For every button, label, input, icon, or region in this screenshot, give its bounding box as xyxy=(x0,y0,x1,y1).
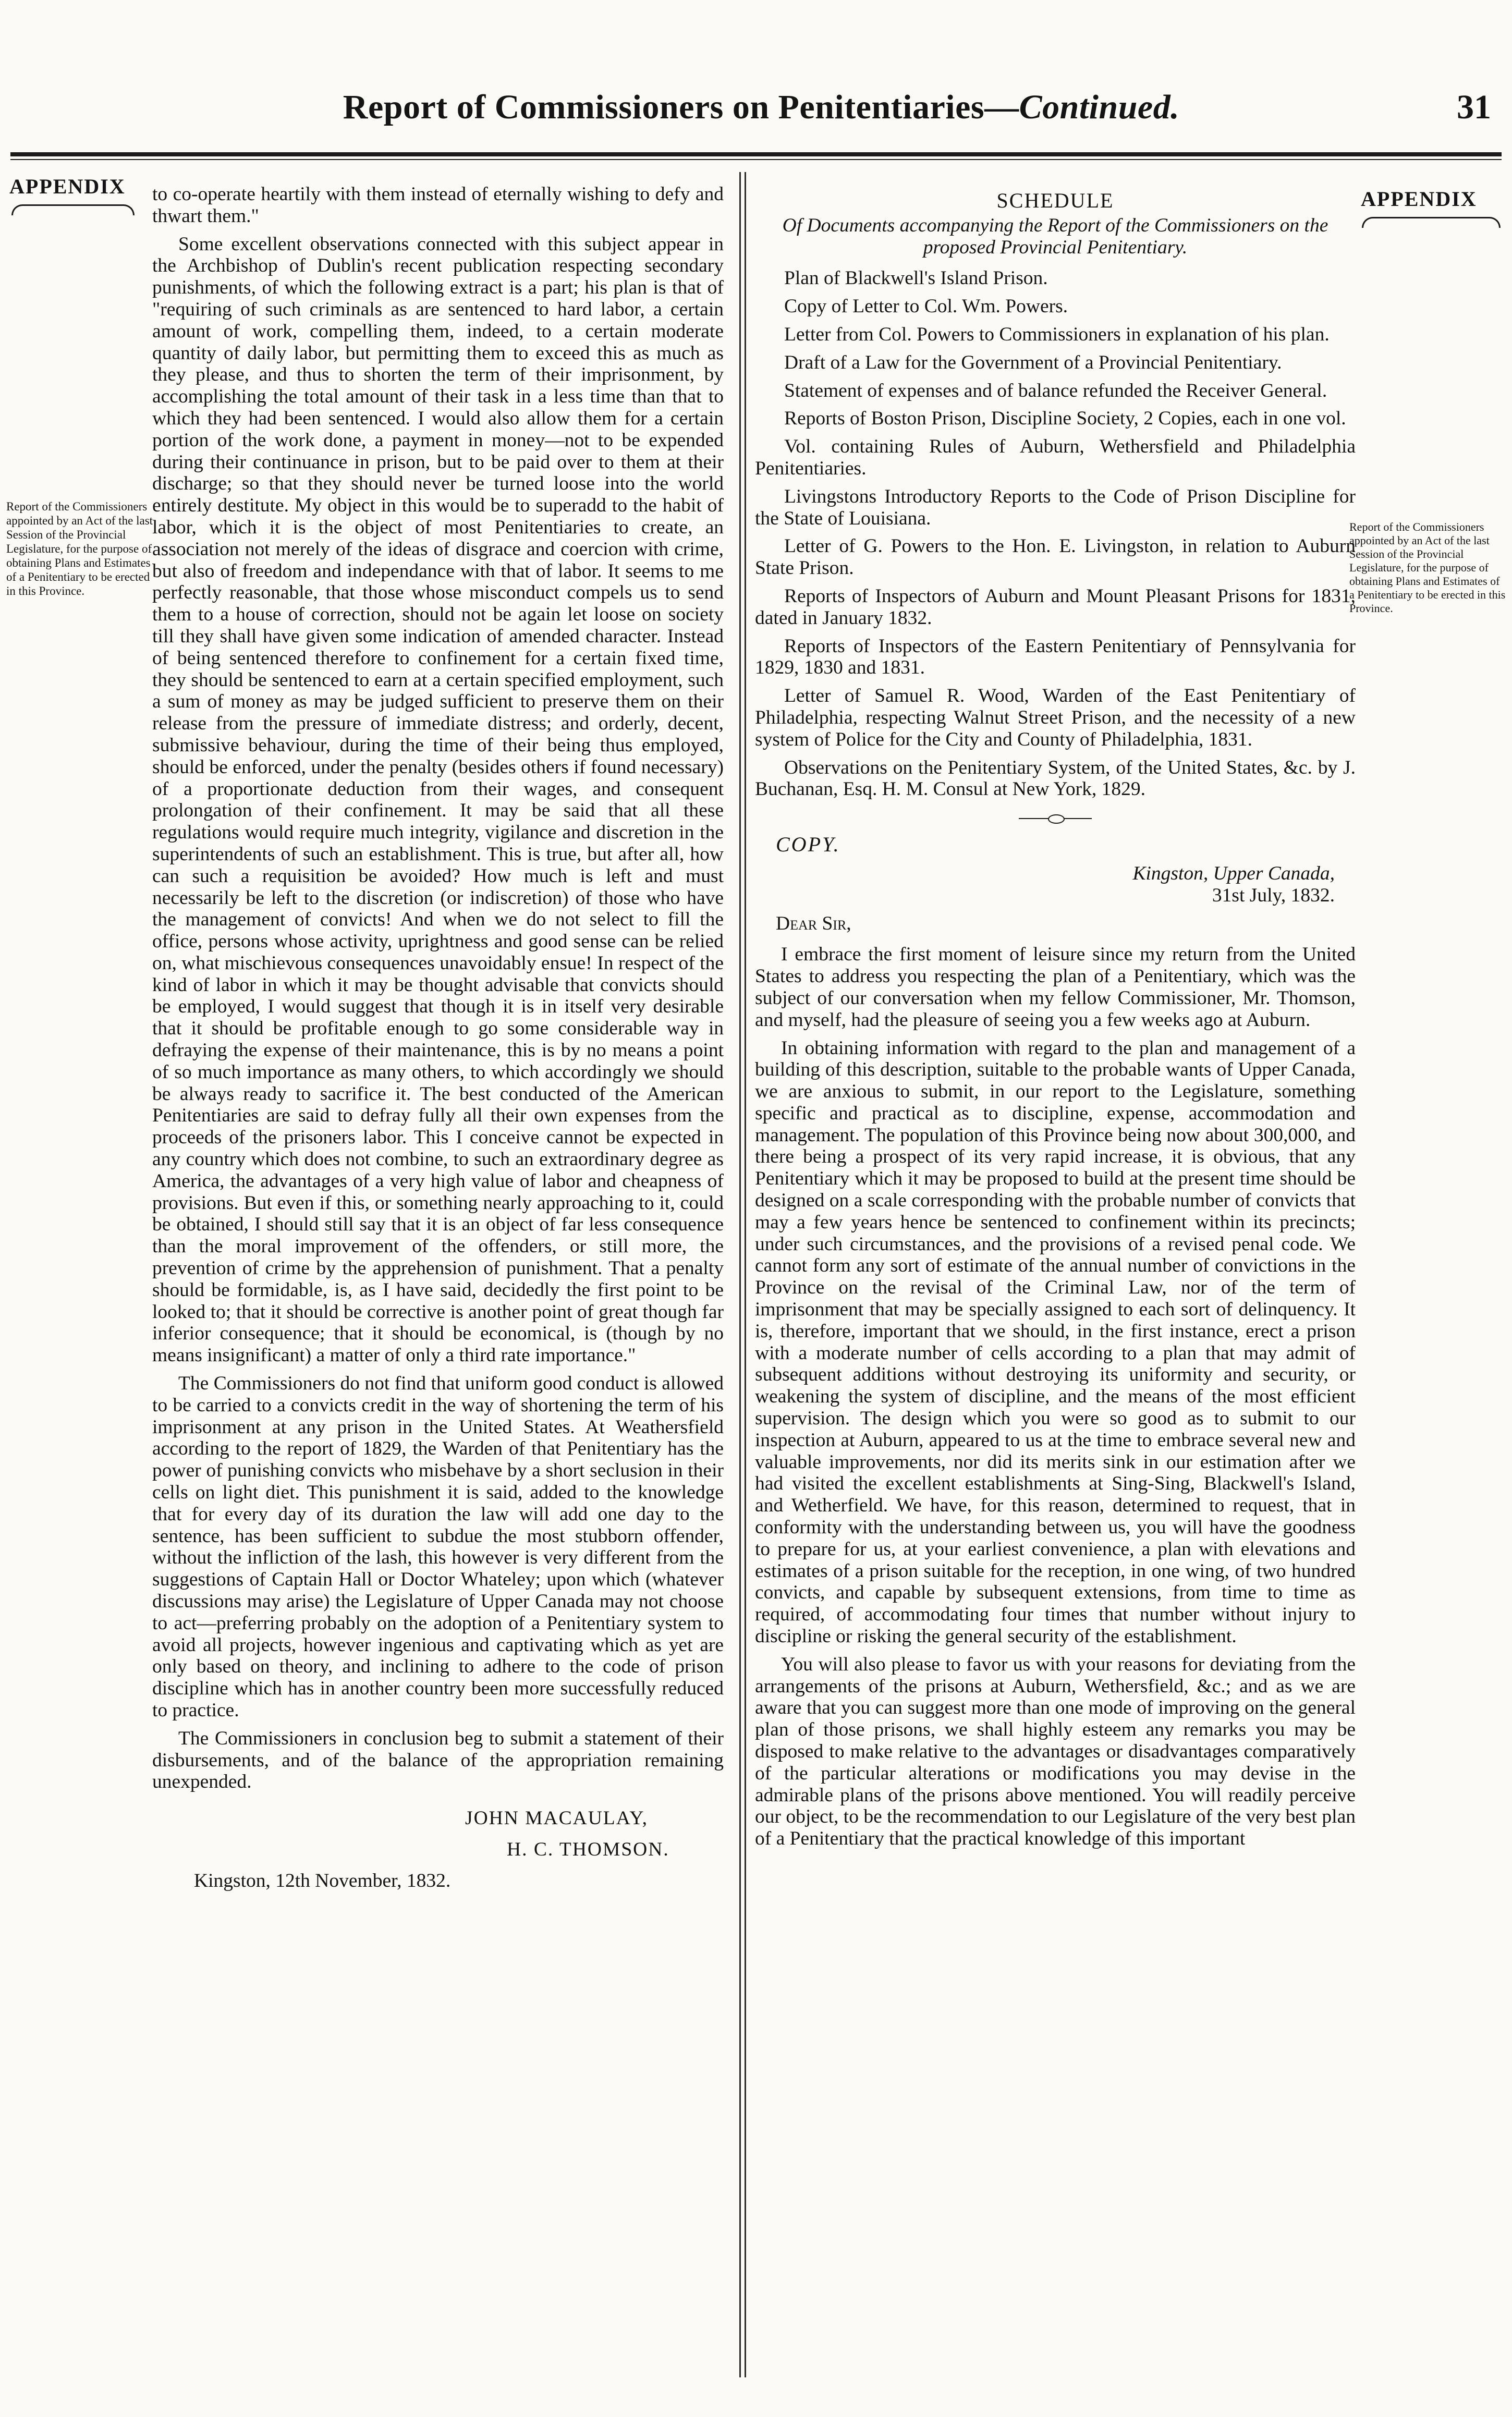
schedule-subtitle: Of Documents accompanying the Report of the Commissioners on the proposed Provincial Penitentiary. xyxy=(782,214,1328,258)
signature-macaulay: JOHN MACAULAY, xyxy=(465,1808,648,1829)
schedule-item: Reports of Boston Prison, Discipline Society, 2 Copies, each in one vol. xyxy=(784,408,1346,430)
column-divider-line xyxy=(745,172,746,2377)
left-paragraph: The Commissioners in conclusion beg to submit a statement of their disbursements, and of the balance of the appropriation remaining unexpended. xyxy=(152,1727,724,1793)
schedule-item: Vol. containing Rules of Auburn, Wethersfield and Philadelphia Penitentiaries. xyxy=(755,436,1356,479)
place-date: Kingston, 12th November, 1832. xyxy=(194,1870,451,1891)
schedule-item: Letter of Samuel R. Wood, Warden of the East Penitentiary of Philadelphia, respecting Walnut Street Prison, and the necessity of a new system of Police for the City and County of Philadelphia, 1831. xyxy=(755,685,1356,750)
appendix-brace-left xyxy=(11,204,135,215)
header-rule-thick xyxy=(10,152,1502,156)
schedule-list xyxy=(755,267,1356,800)
dateline-place: Kingston, Upper Canada, xyxy=(1132,862,1335,884)
letter-dateline-place xyxy=(755,863,1335,885)
header-rule-thin xyxy=(10,159,1502,160)
letter-dateline-date: 31st July, 1832. xyxy=(1212,884,1335,906)
letter-paragraph: I embrace the first moment of leisure since my return from the United States to address you respecting the plan of a Penitentiary, which was the subject of our conversation when my fellow Commissioner, Mr. Thomson, and myself, had the pleasure of seeing you a few weeks ago at Auburn. xyxy=(755,944,1356,1031)
left-paragraph: The Commissioners do not find that uniform good conduct is allowed to be carried to a convicts credit in the way of shortening the term of his imprisonment at any prison in the United States. At Weathersfield according to the report of 1829, the Warden of that Penitentiary has the power of punishing convicts who misbehave by a short seclusion in their cells on light diet. This punishment it is said, added to the knowledge that for every day of its duration the law will add one day to the sentence, has been sufficient to subdue the most stubborn offender, without the infliction of the lash, this however is very different from the suggestions of Captain Hall or Doctor Whateley; upon which (whatever discussions may arise) the Legislature of Upper Canada may not choose to act—preferring probably on the adoption of a Penitentiary system to avoid all projects, however ingenious and captivating which as yet are only based on theory, and inclining to adhere to the code of prison discipline which has in another country been more successfully reduced to practice. xyxy=(152,1373,724,1721)
left-column xyxy=(152,184,724,1898)
left-paragraph: to co-operate heartily with them instead of eternally wishing to defy and thwart them." xyxy=(152,184,724,227)
column-divider-line xyxy=(739,172,741,2377)
header-title-continued: Continued. xyxy=(1019,88,1180,126)
letter-paragraph: You will also please to favor us with your reasons for deviating from the arrangements of the prisons at Auburn, Wethersfield, &c.; and as we are aware that you can suggest more than one mode of improving on the general plan of those prisons, we shall highly esteem any remarks you may be disposed to make relative to the advantages or disadvantages comparatively of the particular alterations or modifications you may devise in the admirable plans of the prisons above mentioned. You will readily perceive our object, to be the recommendation to our Legislature of the very best plan of a Penitentiary that the practical knowledge of this important xyxy=(755,1653,1356,1850)
left-paragraph: Some excellent observations connected with this subject appear in the Archbishop of Dublin's recent publication respecting secondary punishments, of which the following extract is a part; his plan is that of "requiring of such criminals as are sentenced to hard labor, a certain amount of work, compelling them, indeed, to a certain moderate quantity of daily labor, but permitting them to exceed this as much as they please, and thus to shorten the term of their imprisonment, by accomplishing the total amount of their task in a less time than that to which they had been sentenced. I would also allow them for a certain portion of the work done, a payment in money—not to be expended during their continuance in prison, but to be paid over to them at their discharge; so that they should never be turned loose into the world entirely destitute. My object in this would be to superadd to the habit of labor, which it is the object of most Penitentiaries to create, an association not merely of the ideas of disgrace and coercion with crime, but also of freedom and independance with that of labor. It seems to me perfectly reasonable, that those whose misconduct compels us to send them to a house of correction, should not be again let loose on society till they shall have given some indication of amended character. Instead of being sentenced therefore to confinement for a certain fixed time, they should be sentenced to earn at a certain specified employment, such a sum of money as may be judged sufficient to preserve them on their release from the pressure of immediate distress; and orderly, decent, submissive behaviour, during the time of their being thus employed, should be enforced, under the penalty (besides others if found necessary) of a proportionate deduction from their wages, and consequent prolongation of their confinement. It may be said that all these regulations would require much integrity, vigilance and discretion in the superintendents of such an establishment. This is true, but after all, how can such a requisition be avoided? How much is left and must necessarily be left to the discretion (or indiscretion) of those who have the management of convicts! And when we do not select to fill the office, persons whose activity, uprightness and good sense can be relied on, what mischievous consequences unavoidably ensue! In respect of the kind of labor in which it may be thought advisable that convicts should be employed, I would suggest that though it is in itself very desirable that it should be profitable enough to go some considerable way in defraying the expense of their maintenance, this is by no means a point of so much importance as many others, to which accordingly we should be always ready to sacrifice it. The best conducted of the American Penitentiaries are said to defray fully all their own expenses from the proceeds of the prisoners labor. This I conceive cannot be expected in any country which does not combine, to such an extraordinary degree as America, the advantages of a very high value of labor and cheapness of provisions. But even if this, or something nearly approaching to it, could be obtained, I should still say that it is an object of far less consequence than the moral improvement of the offenders, or still more, the prevention of crime by the apprehension of punishment. That a penalty should be formidable, is, as I have said, decidedly the first point to be looked to; that it should be corrective is another point of great though far inferior consequence; that it should be economical, is (though by no means insignificant) a matter of only a third rate importance." xyxy=(152,233,724,1366)
schedule-item: Statement of expenses and of balance refunded the Receiver General. xyxy=(784,380,1327,401)
schedule-item: Reports of Inspectors of Auburn and Mount Pleasant Prisons for 1831, dated in January 1832. xyxy=(755,585,1356,629)
schedule-item: Plan of Blackwell's Island Prison. xyxy=(784,267,1048,289)
schedule-item: Copy of Letter to Col. Wm. Powers. xyxy=(784,296,1068,318)
margin-note-left: Report of the Commissioners appointed by an Act of the last Session of the Provincial Legislature, for the purpose of obtaining Plans and Estimates of a Penitentiary to be erected in this Province. xyxy=(6,500,153,597)
appendix-brace-right xyxy=(1362,217,1501,228)
schedule-item: Reports of Inspectors of the Eastern Penitentiary of Pennsylvania for 1829, 1830 and 1831. xyxy=(755,635,1356,679)
header-title-main: Report of Commissioners on Penitentiaries— xyxy=(343,88,1019,126)
signature-block xyxy=(152,1808,724,1891)
copy-label: COPY. xyxy=(776,833,840,857)
appendix-label-left: APPENDIX xyxy=(9,175,126,198)
page-header-title xyxy=(292,88,1230,127)
signature-thomson: H. C. THOMSON. xyxy=(507,1838,669,1860)
schedule-item: Letter from Col. Powers to Commissioners in explanation of his plan. xyxy=(784,323,1330,345)
right-column xyxy=(755,187,1356,1856)
schedule-heading: SCHEDULE xyxy=(996,189,1114,212)
appendix-label-right: APPENDIX xyxy=(1361,187,1477,211)
letter-salutation: Dear Sir, xyxy=(776,912,851,934)
schedule-item: Letter of G. Powers to the Hon. E. Livingston, in relation to Auburn State Prison. xyxy=(755,535,1356,579)
margin-note-right: Report of the Commissioners appointed by an Act of the last Session of the Provincial Legislature, for the purpose of obtaining Plans and Estimates of a Penitentiary to be erected in this Province. xyxy=(1349,520,1506,615)
schedule-item: Livingstons Introductory Reports to the Code of Prison Discipline for the State of Louisiana. xyxy=(755,485,1356,529)
section-separator-ornament xyxy=(1019,813,1092,824)
letter-paragraph: In obtaining information with regard to the plan and management of a building of this description, suitable to the probable wants of Upper Canada, we are anxious to submit, in our report to the Legislature, something specific and practical as to discipline, expense, accommodation and management. The population of this Province being now about 300,000, and there being a prospect of its very rapid increase, it is obvious, that any Penitentiary which it may be proposed to build at the present time should be designed on a scale corresponding with the probable number of convicts that may a few years hence be sentenced to confinement within its precincts; under such circumstances, and the provisions of a revised penal code. We cannot form any sort of estimate of the annual number of convictions in the Province on the revisal of the Criminal Law, nor of the term of imprisonment that may be specially assigned to each sort of delinquency. It is, therefore, important that we should, in the first instance, erect a prison with a moderate number of cells according to a plan that may admit of subsequent additions without destroying its uniformity and security, or weakening the system of discipline, and the means of the most efficient supervision. The design which you were so good as to submit to our inspection at Auburn, appeared to us at the time to embrace several new and valuable improvements, nor did its merits sink in our estimation after we had visited the excellent establishments at Sing-Sing, Blackwell's Island, and Wetherfield. We have, for this reason, determined to request, that in conformity with the understanding between us, you will have the goodness to prepare for us, at your earliest convenience, a plan with elevations and estimates of a prison suitable for the reception, in one wing, of two hundred convicts, and capable by subsequent extensions, from time to time as required, of accommodating four times that number without injury to discipline or risking the general security of the establishment. xyxy=(755,1037,1356,1647)
page-number: 31 xyxy=(1457,88,1491,126)
schedule-item: Draft of a Law for the Government of a Provincial Penitentiary. xyxy=(784,351,1282,373)
schedule-item: Observations on the Penitentiary System, of the United States, &c. by J. Buchanan, Esq. H. M. Consul at New York, 1829. xyxy=(755,756,1356,800)
